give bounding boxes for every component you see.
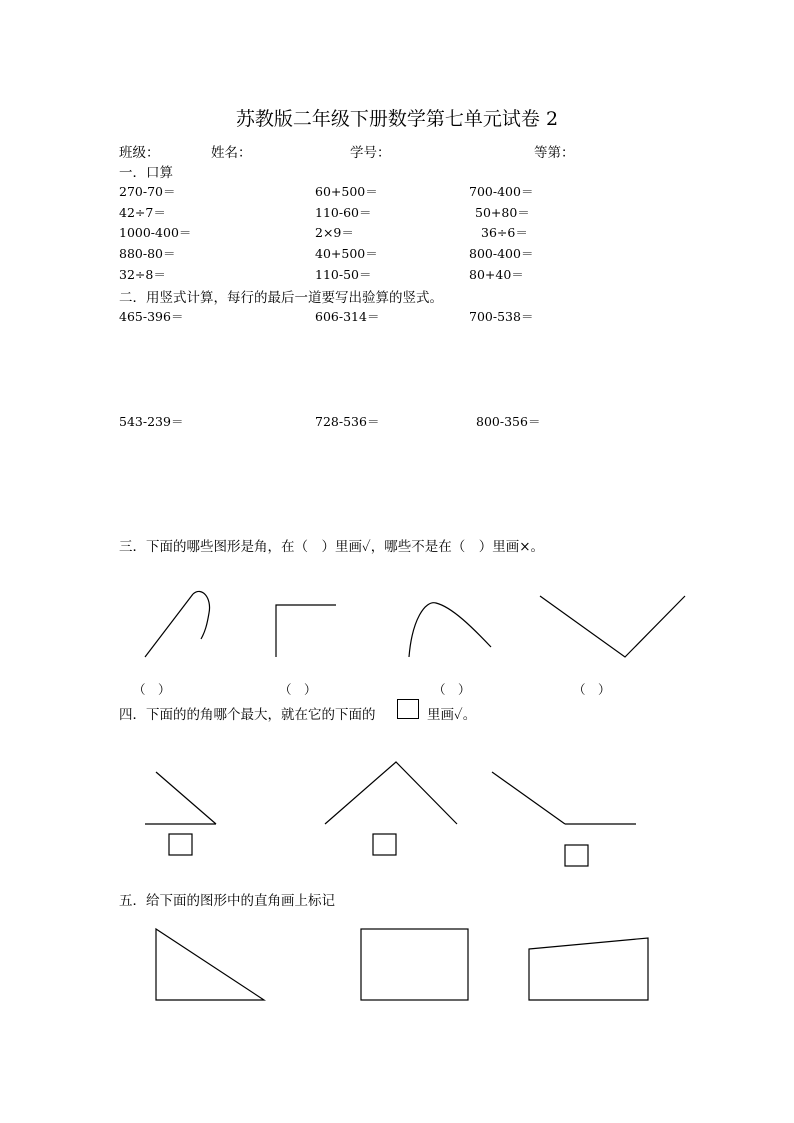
angle-figure-1 bbox=[145, 772, 216, 824]
rectangle-shape bbox=[361, 929, 468, 1000]
section2-heading: 二．用竖式计算，每行的最后一道要写出验算的竖式。 bbox=[119, 290, 443, 306]
section1-heading: 一．口算 bbox=[119, 165, 173, 181]
angle-figure-2 bbox=[325, 762, 457, 824]
vertical-calc-item: 606-314＝ bbox=[315, 309, 380, 324]
section3-heading: 三．下面的哪些图形是角，在（ ）里画✓，哪些不是在（ ）里画×。 bbox=[119, 539, 545, 555]
section5-heading: 五．给下面的图形中的直角画上标记 bbox=[119, 893, 335, 909]
vertical-calc-item: 728-536＝ bbox=[315, 414, 380, 429]
mental-math-item: 40+500＝ bbox=[315, 246, 378, 261]
grade-label: 等第： bbox=[534, 145, 575, 161]
answer-box[interactable] bbox=[373, 834, 396, 855]
vertical-calc-item: 543-239＝ bbox=[119, 414, 184, 429]
figure-curved-shape bbox=[145, 591, 210, 657]
mental-math-item: 270-70＝ bbox=[119, 184, 176, 199]
answer-blank[interactable]: （ ） bbox=[133, 682, 171, 697]
mental-math-item: 60+500＝ bbox=[315, 184, 378, 199]
mental-math-item: 80+40＝ bbox=[469, 267, 524, 282]
mental-math-item: 700-400＝ bbox=[469, 184, 534, 199]
mental-math-item: 32÷8＝ bbox=[119, 267, 166, 282]
trapezoid-shape bbox=[529, 938, 648, 1000]
section4-heading: 四．下面的的角哪个最大，就在它的下面的 bbox=[119, 707, 376, 723]
page-title: 苏教版二年级下册数学第七单元试卷 2 bbox=[235, 108, 559, 130]
mental-math-item: 110-50＝ bbox=[315, 267, 372, 282]
name-label: 姓名： bbox=[211, 145, 252, 161]
mental-math-item: 800-400＝ bbox=[469, 246, 534, 261]
figure-v-angle bbox=[540, 596, 685, 657]
answer-blank[interactable]: （ ） bbox=[279, 682, 317, 697]
mental-math-item: 50+80＝ bbox=[475, 205, 530, 220]
section4-heading-tail: 里画✓。 bbox=[427, 707, 477, 723]
right-triangle bbox=[156, 929, 264, 1000]
mental-math-item: 1000-400＝ bbox=[119, 225, 192, 240]
answer-box[interactable] bbox=[565, 845, 588, 866]
mental-math-item: 42÷7＝ bbox=[119, 205, 166, 220]
mental-math-item: 880-80＝ bbox=[119, 246, 176, 261]
answer-blank[interactable]: （ ） bbox=[573, 682, 611, 697]
answer-box[interactable] bbox=[169, 834, 192, 855]
vertical-calc-item: 700-538＝ bbox=[469, 309, 534, 324]
mental-math-item: 110-60＝ bbox=[315, 205, 372, 220]
answer-blank[interactable]: （ ） bbox=[433, 682, 471, 697]
angle-figure-3 bbox=[492, 772, 636, 824]
figure-curve-angle bbox=[409, 603, 491, 657]
figure-right-angle bbox=[276, 605, 336, 657]
mental-math-item: 36÷6＝ bbox=[481, 225, 528, 240]
student-id-label: 学号： bbox=[350, 145, 391, 161]
vertical-calc-item: 800-356＝ bbox=[476, 414, 541, 429]
mental-math-item: 2×9＝ bbox=[315, 225, 354, 240]
vertical-calc-item: 465-396＝ bbox=[119, 309, 184, 324]
class-label: 班级： bbox=[119, 145, 160, 161]
